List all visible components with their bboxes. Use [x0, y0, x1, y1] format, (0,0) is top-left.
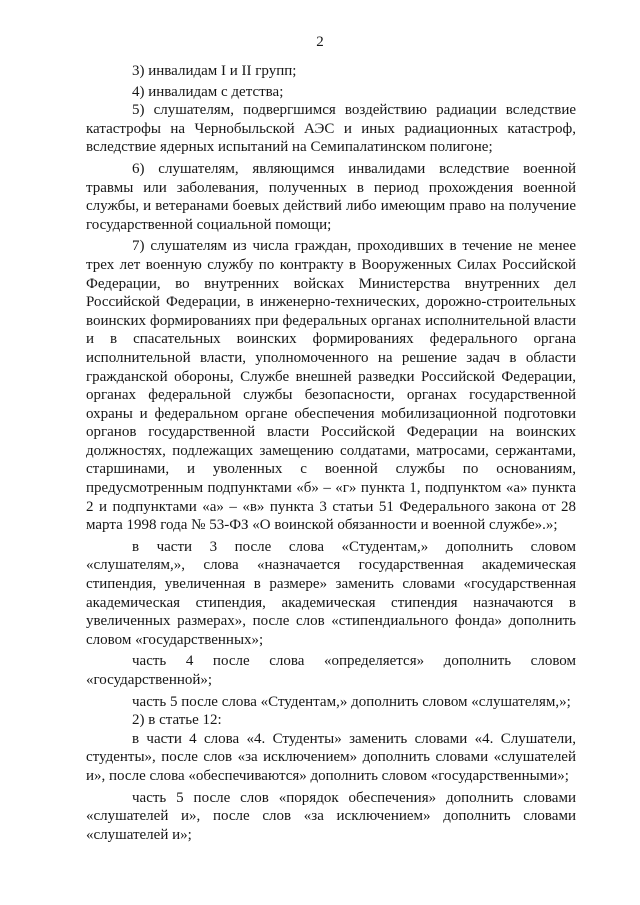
paragraph-article-12: 2) в статье 12: [132, 712, 222, 729]
document-body [86, 62, 576, 844]
paragraph-item-7: 7) слушателям из числа граждан, проходивших в течение не менее трех лет военную службу по контракту в Вооруженных Силах Российской Федерации, во внутренних войсках Министерства внутренних дел Российской Федерации, в инженерно-технических, дорожно-строительных воинских формированиях при федеральных органах исполнительной власти и в спасательных воинских формированиях федерального органа исполнительной власти, уполномоченного на решение задач в области гражданской обороны, Службе внешней разведки Российской Федерации, органах федеральной службы безопасности, органах государственной охраны и федеральном органе обеспечения мобилизационной подготовки органов государственной власти Российской Федерации на воинских должностях, подлежащих замещению солдатами, матросами, сержантами, старшинами, и уволенных с военной службы по основаниям, предусмотренным подпунктами «б» – «г» пункта 1, подпунктом «а» пункта 2 и подпунктами «а» – «в» пункта 3 статьи 51 Федерального закона от 28 марта 1998 года № 53-ФЗ «О воинской обязанности и военной службе».»; [86, 238, 576, 534]
page-number: 2 [316, 34, 324, 50]
paragraph-item-6: 6) слушателям, являющимся инвалидами вследствие военной травмы или заболевания, полученных в период прохождения военной службы, и ветеранами боевых действий либо имеющим право на получение государственной социальной помощи; [86, 160, 576, 233]
paragraph-part-4-amendment: часть 4 после слова «определяется» дополнить словом «государственной»; [86, 653, 576, 688]
paragraph-item-3: 3) инвалидам I и II групп; [132, 63, 297, 79]
paragraph-item-5: 5) слушателям, подвергшимся воздействию радиации вследствие катастрофы на Чернобыльской АЭС и иных радиационных катастроф, вследствие ядерных испытаний на Семипалатинском полигоне; [86, 102, 576, 156]
paragraph-part-5-amendment: часть 5 после слова «Студентам,» дополнить словом «слушателям,»; [132, 693, 571, 710]
paragraph-article-12-part-5: часть 5 после слов «порядок обеспечения» дополнить словами «слушателей и», после слов «за исключением» дополнить словами «слушателей и»; [86, 789, 576, 843]
paragraph-article-12-part-4: в части 4 слова «4. Студенты» заменить словами «4. Слушатели, студенты», после слов «за исключением» дополнить словами «слушателей и», после слова «обеспечиваются» дополнить словом «государственными»; [86, 730, 576, 784]
paragraph-item-4: 4) инвалидам с детства; [132, 83, 284, 100]
paragraph-part-3-amendment: в части 3 после слова «Студентам,» дополнить словом «слушателям,», слова «назначается государственная академическая стипендия, увеличенная в размере» заменить словами «государственная академическая стипендия, академическая стипендия назначаются в увеличенных размерах», после слов «стипендиального фонда» дополнить словом «государственных»; [86, 538, 576, 648]
